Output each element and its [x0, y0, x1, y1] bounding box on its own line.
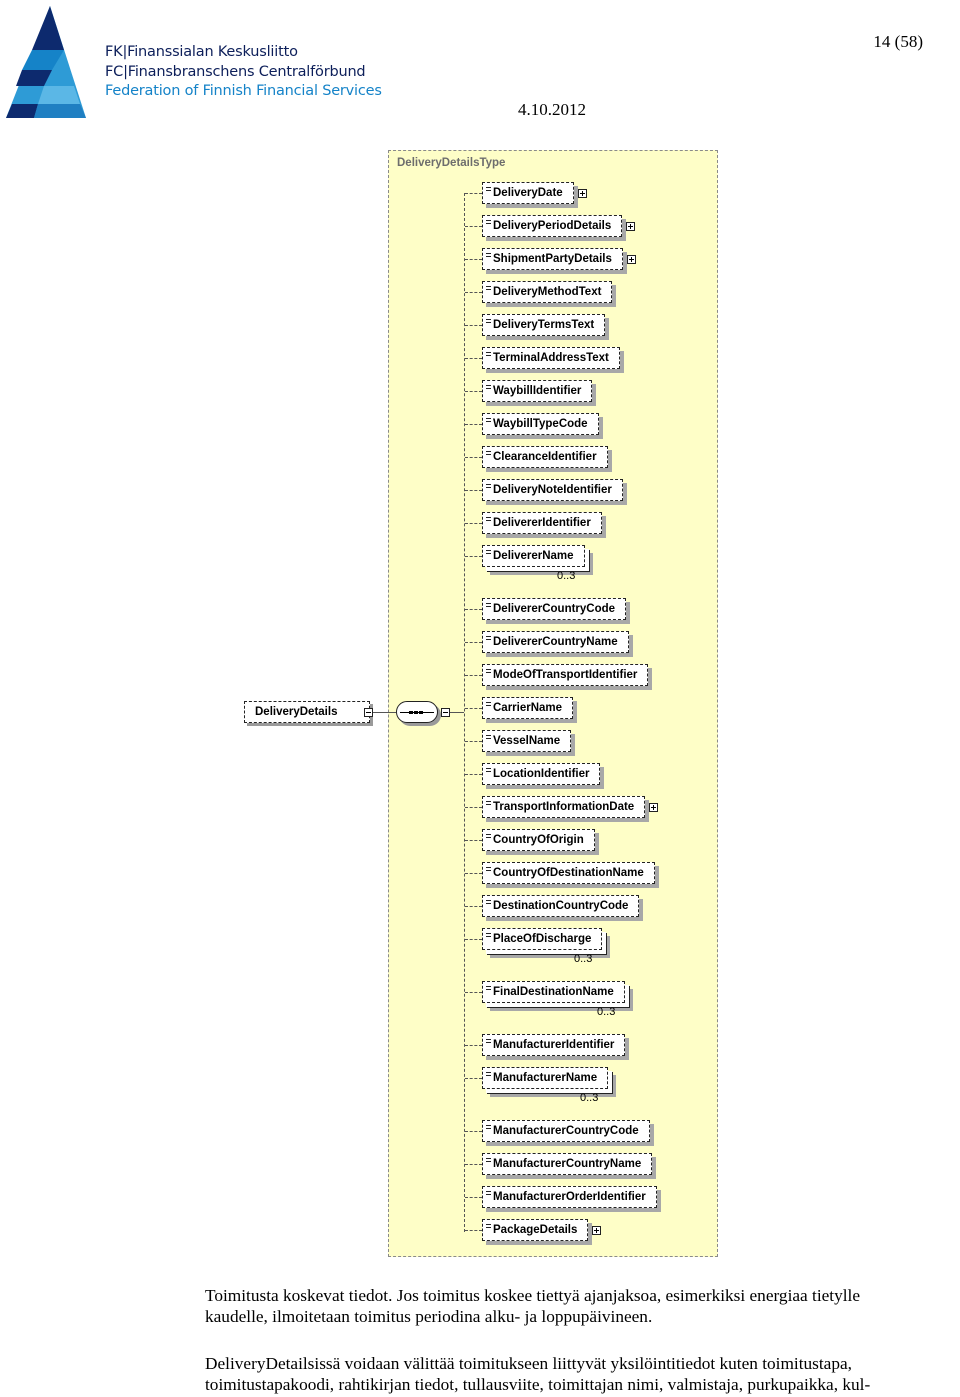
- expand-icon[interactable]: [578, 189, 587, 198]
- element-connector: [465, 226, 482, 227]
- schema-element[interactable]: DelivererIdentifier: [482, 512, 602, 534]
- schema-element[interactable]: WaybillTypeCode: [482, 413, 599, 435]
- org-name-fi: FK|Finanssialan Keskusliitto: [105, 44, 298, 60]
- sequence-connector: [450, 712, 464, 713]
- schema-element[interactable]: DelivererCountryCode: [482, 598, 626, 620]
- schema-element[interactable]: PlaceOfDischarge: [482, 928, 602, 950]
- element-connector: [465, 642, 482, 643]
- schema-element[interactable]: FinalDestinationName: [482, 981, 625, 1003]
- schema-element[interactable]: ManufacturerName: [482, 1067, 608, 1089]
- schema-element[interactable]: TerminalAddressText: [482, 347, 620, 369]
- occurrence-label: 0..3: [597, 1006, 616, 1018]
- schema-element[interactable]: CarrierName: [482, 697, 573, 719]
- element-connector: [465, 741, 482, 742]
- org-name-sv: FC|Finansbranschens Centralförbund: [105, 64, 366, 80]
- element-connector: [465, 992, 482, 993]
- paragraph-1-line-1: Toimitusta koskevat tiedot. Jos toimitus koskee tiettyä ajanjaksoa, esimerkiksi energiaa tietylle: [205, 1286, 861, 1305]
- schema-element[interactable]: ManufacturerOrderIdentifier: [482, 1186, 657, 1208]
- element-connector: [465, 774, 482, 775]
- root-connector: [373, 712, 396, 713]
- paragraph-1-line-2: kaudelle, ilmoitetaan toimitus periodina alku- ja loppupäivineen.: [205, 1307, 653, 1326]
- element-connector: [465, 556, 482, 557]
- occurrence-label: 0..3: [557, 570, 576, 582]
- element-connector: [465, 391, 482, 392]
- page-number: 14 (58): [873, 32, 923, 51]
- schema-element[interactable]: LocationIdentifier: [482, 763, 600, 785]
- element-connector: [465, 193, 482, 194]
- element-connector: [465, 609, 482, 610]
- sequence-collapse-icon[interactable]: [441, 708, 450, 717]
- schema-element[interactable]: DeliveryTermsText: [482, 314, 605, 336]
- occurrence-label: 0..3: [580, 1092, 599, 1104]
- element-connector: [465, 1164, 482, 1165]
- sequence-compositor: [396, 701, 438, 723]
- element-connector: [465, 358, 482, 359]
- org-name-en: Federation of Finnish Financial Services: [105, 83, 382, 99]
- schema-element[interactable]: DelivererName: [482, 545, 585, 567]
- paragraph-2-line-2: toimitustapakoodi, rahtikirjan tiedot, tullausviite, toimittajan nimi, valmistaja, purkupaikka, kul-: [205, 1375, 871, 1394]
- schema-element[interactable]: DeliveryPeriodDetails: [482, 215, 622, 237]
- expand-icon[interactable]: [592, 1226, 601, 1235]
- element-connector: [465, 259, 482, 260]
- schema-element[interactable]: DeliveryDate: [482, 182, 574, 204]
- fk-logo-icon: [4, 6, 92, 120]
- expand-icon[interactable]: [626, 222, 635, 231]
- schema-element[interactable]: WaybillIdentifier: [482, 380, 592, 402]
- schema-element[interactable]: DeliveryNoteIdentifier: [482, 479, 623, 501]
- schema-element[interactable]: DelivererCountryName: [482, 631, 629, 653]
- paragraph-2-line-1: DeliveryDetailsissä voidaan välittää toimitukseen liittyvät yksilöintitiedot kuten toimitustapa,: [205, 1354, 852, 1373]
- element-connector: [465, 457, 482, 458]
- element-connector: [465, 1197, 482, 1198]
- element-connector: [465, 292, 482, 293]
- expand-icon[interactable]: [649, 803, 658, 812]
- occurrence-label: 0..3: [574, 953, 593, 965]
- schema-type-title: DeliveryDetailsType: [397, 157, 506, 169]
- element-connector: [465, 807, 482, 808]
- schema-element[interactable]: TransportInformationDate: [482, 796, 645, 818]
- document-date: 4.10.2012: [518, 100, 586, 119]
- schema-element[interactable]: DeliveryMethodText: [482, 281, 612, 303]
- element-connector: [465, 939, 482, 940]
- element-connector: [465, 906, 482, 907]
- element-connector: [465, 1131, 482, 1132]
- schema-element[interactable]: CountryOfOrigin: [482, 829, 595, 851]
- element-connector: [465, 1045, 482, 1046]
- schema-element[interactable]: ShipmentPartyDetails: [482, 248, 623, 270]
- element-connector: [465, 490, 482, 491]
- element-connector: [465, 840, 482, 841]
- root-collapse-icon[interactable]: [364, 708, 373, 717]
- paragraph-2: [205, 1353, 955, 1395]
- element-connector: [465, 873, 482, 874]
- schema-element[interactable]: PackageDetails: [482, 1219, 588, 1241]
- schema-element[interactable]: ManufacturerIdentifier: [482, 1034, 625, 1056]
- schema-element[interactable]: VesselName: [482, 730, 571, 752]
- schema-element[interactable]: DestinationCountryCode: [482, 895, 639, 917]
- element-connector: [465, 1078, 482, 1079]
- tree-trunk-line: [464, 193, 465, 1232]
- element-connector: [465, 424, 482, 425]
- element-connector: [465, 1230, 482, 1231]
- element-connector: [465, 523, 482, 524]
- schema-element[interactable]: ManufacturerCountryCode: [482, 1120, 650, 1142]
- expand-icon[interactable]: [627, 255, 636, 264]
- schema-element[interactable]: ClearanceIdentifier: [482, 446, 608, 468]
- schema-element[interactable]: CountryOfDestinationName: [482, 862, 655, 884]
- schema-element[interactable]: ManufacturerCountryName: [482, 1153, 652, 1175]
- element-connector: [465, 708, 482, 709]
- paragraph-1: [205, 1285, 955, 1327]
- element-connector: [465, 325, 482, 326]
- root-element: DeliveryDetails: [244, 701, 370, 723]
- schema-element[interactable]: ModeOfTransportIdentifier: [482, 664, 648, 686]
- element-connector: [465, 675, 482, 676]
